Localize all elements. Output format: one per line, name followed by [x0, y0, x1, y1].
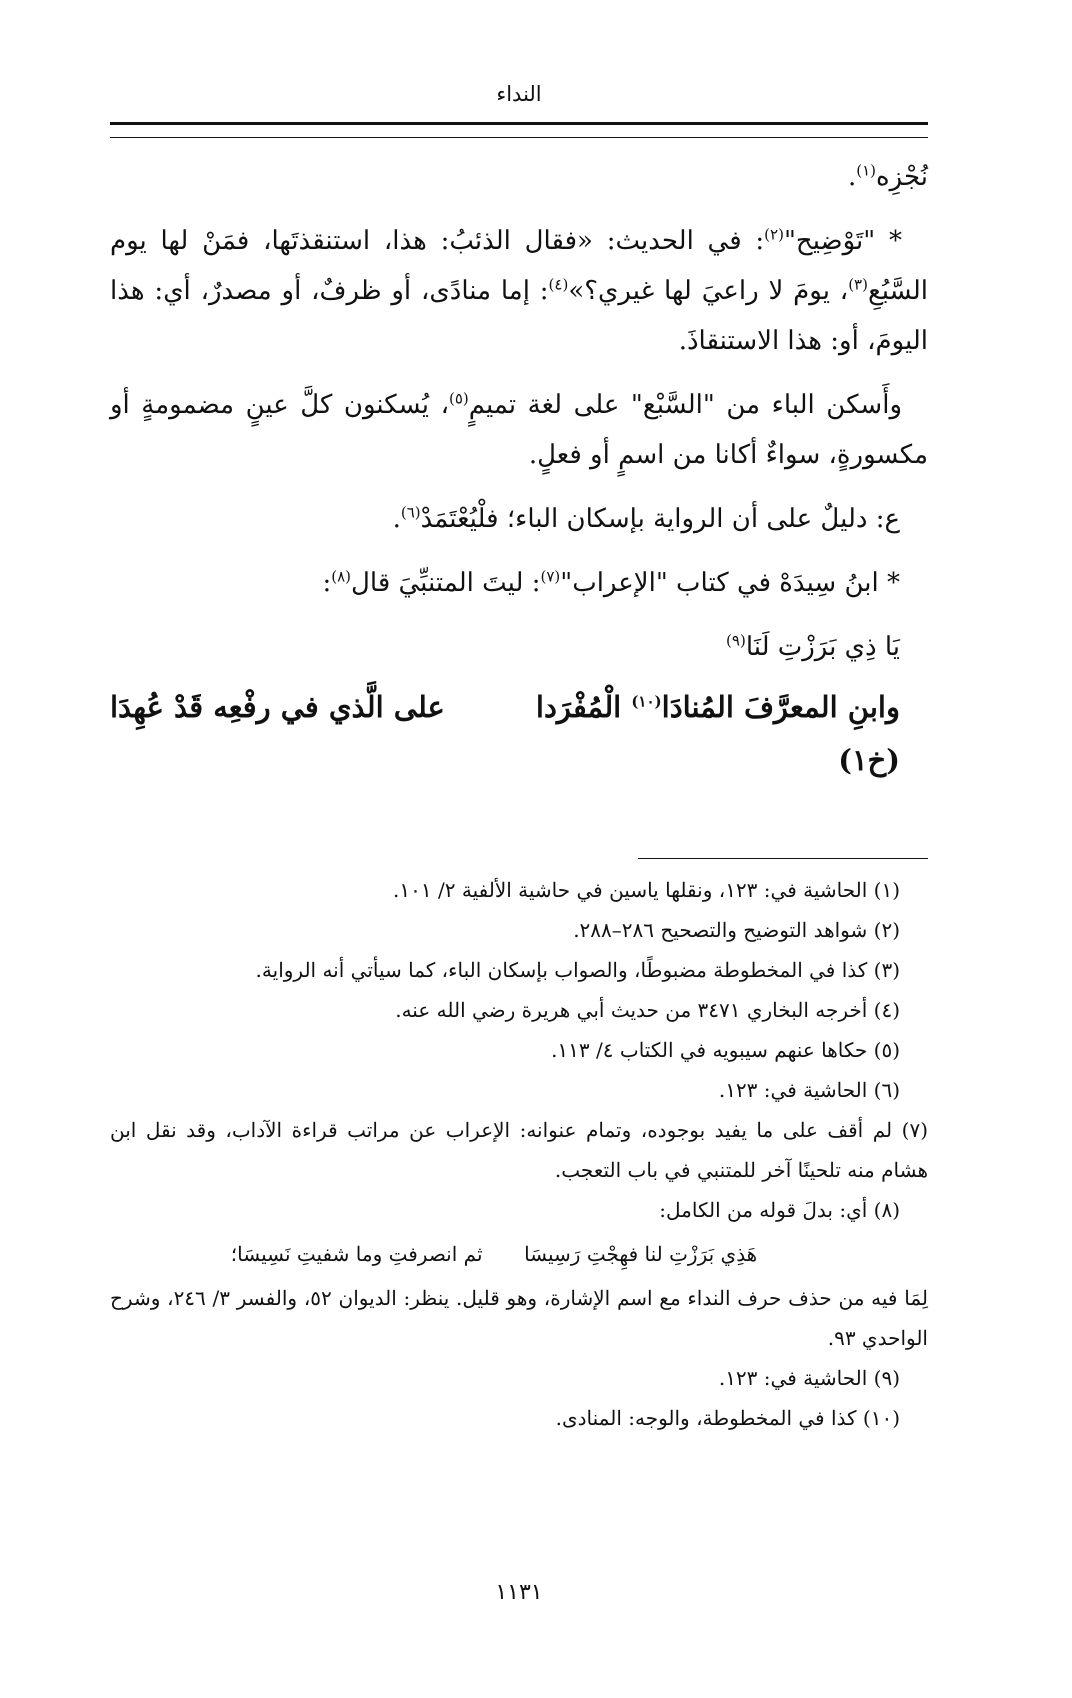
- verse-first-hemistich: وابنِ المعرَّفَ المُنادَا$^{(١٠)}$ الْمُفْرَدا: [535, 690, 900, 724]
- footnote-ref: (٩): [726, 631, 746, 650]
- footnote-ref: (٥): [448, 389, 469, 408]
- verse-second-hemistich: على الَّذي في رفْعِه قَدْ عُهِدَا: [110, 690, 445, 724]
- fragment-line: نُجْزِه$^{(١)}$.: [847, 161, 928, 192]
- fn-verse-second-hemistich: ثم انصرفتِ وما شفيتِ نَسِيسَا؛: [230, 1242, 483, 1266]
- footnote-1: (١) الحاشية في: ١٢٣، ونقلها ياسين في حاشية الألفية ٢/ ١٠١.: [393, 878, 900, 902]
- footnote-ref: (٢): [764, 225, 784, 244]
- fn-verse-first-hemistich: هَذِي بَرَزْتِ لنا فهِجْتِ رَسِيسَا: [524, 1242, 758, 1266]
- alfiya-verse: [110, 682, 928, 732]
- footnote-9: (٩) الحاشية في: ١٢٣.: [718, 1366, 900, 1390]
- footnote-8-verse: [110, 1234, 928, 1274]
- footnote-ref: (١٠): [631, 692, 662, 711]
- manuscript-ref-mark: (خ١): [838, 743, 900, 777]
- footnote-ref: (٤): [548, 275, 569, 294]
- footnote-8-continuation: لِمَا فيه من حذف حرف النداء مع اسم الإشارة، وهو قليل. ينظر: الديوان ٥٢، والفسر ٣/ ٢٤٦، وشرح الواحدي ٩٣.: [110, 1286, 928, 1350]
- paragraph-tamim: وأَسكن الباء من "السَّبْع" على لغة تميمٍ$^{(٥)}$، يُسكنون كلَّ عينٍ مضمومةٍ أو مكسورةٍ، سواءٌ أكانا من اسمٍ أو فعلٍ.: [110, 389, 928, 470]
- main-text: [110, 152, 928, 788]
- header-rule-thick: [110, 122, 928, 125]
- footnote-10: (١٠) كذا في المخطوطة، والوجه: المنادى.: [555, 1406, 900, 1430]
- quoted-phrase: يَا ذِي بَرَزْتِ لَنَا$^{(٩)}$: [726, 631, 900, 662]
- footnote-4: (٤) أخرجه البخاري ٣٤٧١ من حديث أبي هريرة رضي الله عنه.: [395, 998, 900, 1022]
- paragraph-ibn-sidah: * ابنُ سِيدَهْ في كتاب "الإعراب"$^{(٧)}$: ليتَ المتنبِّيَ قال$^{(٨)}$:: [322, 567, 900, 598]
- footnote-2: (٢) شواهد التوضيح والتصحيح ٢٨٦–٢٨٨.: [573, 918, 900, 942]
- footnote-separator: [638, 858, 928, 859]
- running-header: النداء: [496, 82, 542, 106]
- footnote-ref: (٨): [331, 567, 351, 586]
- footnote-3: (٣) كذا في المخطوطة مضبوطًا، والصواب بإسكان الباء، كما سيأتي أنه الرواية.: [255, 958, 900, 982]
- page-number: ١١٣١: [495, 1580, 543, 1605]
- header-rule-thin: [110, 137, 928, 138]
- footnote-8: (٨) أي: بدلَ قوله من الكامل:: [659, 1198, 900, 1222]
- footnote-ref: (٧): [540, 567, 561, 586]
- footnote-5: (٥) حكاها عنهم سيبويه في الكتاب ٤/ ١١٣.: [551, 1038, 900, 1062]
- footnote-ref: (٦): [400, 503, 421, 522]
- footnote-ref: (٣): [848, 275, 868, 294]
- footnotes: [110, 870, 928, 1438]
- footnote-7: (٧) لم أقف على ما يفيد بوجوده، وتمام عنوانه: الإعراب عن مراتب قراءة الآداب، وقد نقل ابن هشام منه تلحينًا آخر للمتنبي في باب التعجب.: [110, 1118, 928, 1182]
- paragraph-evidence: ع: دليلٌ على أن الرواية بإسكان الباء؛ فلْيُعْتَمَدْ$^{(٦)}$.: [392, 503, 900, 534]
- footnote-6: (٦) الحاشية في: ١٢٣.: [718, 1078, 900, 1102]
- footnote-ref: (١): [856, 161, 876, 180]
- paragraph-tawdih: * "تَوْضِيح"$^{(٢)}$: في الحديث: «فقال الذئبُ: هذا، استنقذتَها، فمَنْ لها يوم السَّبُعِ$^{(٣)}$، يومَ لا راعيَ لها غيري؟»$^{(٤)}$: إما منادًى، أو ظرفٌ، أو مصدرٌ، أي: هذا اليومَ، أو: هذا الاستنقاذَ.: [110, 225, 928, 356]
